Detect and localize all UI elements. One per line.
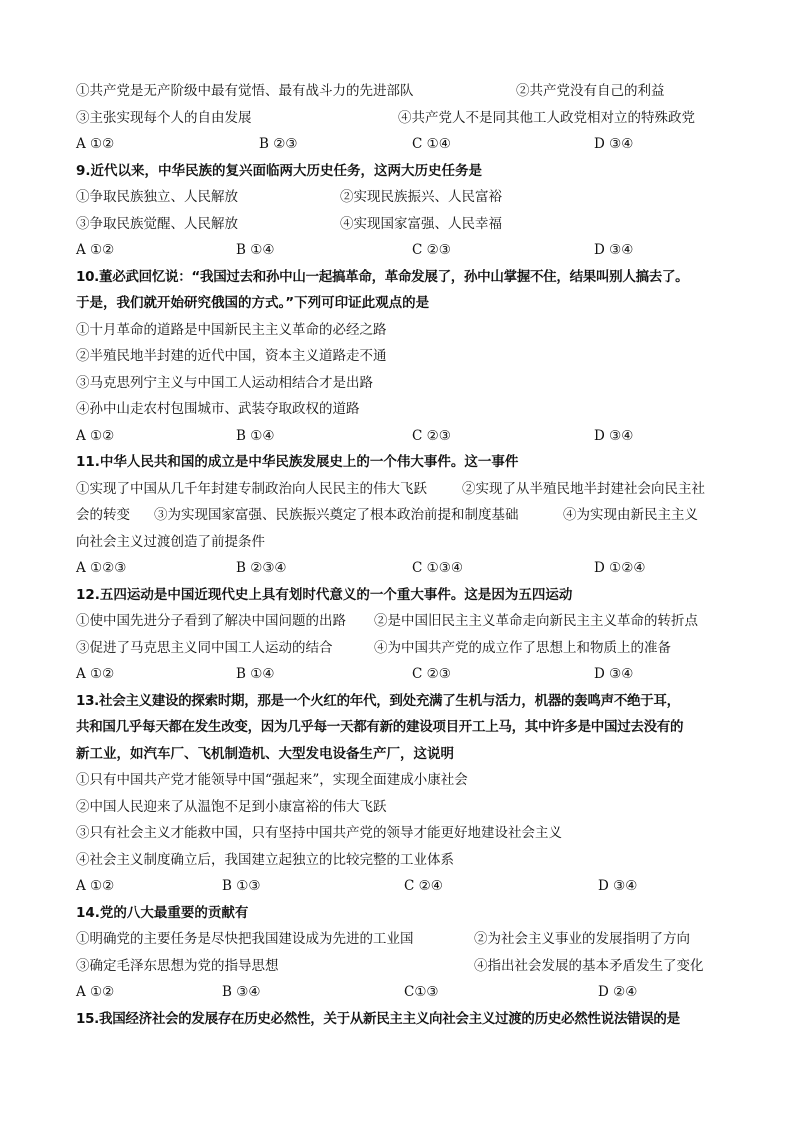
q11-options-line2 xyxy=(76,502,726,529)
q9-option-2: ②实现民族振兴、人民富裕 xyxy=(340,189,502,205)
q8-answer-b: B ②③ xyxy=(259,136,298,152)
q9-options-row1 xyxy=(76,184,726,211)
q10-answers xyxy=(76,423,726,450)
q8-answers xyxy=(76,131,726,158)
q12-option-2: ②是中国旧民主主义革命走向新民主主义革命的转折点 xyxy=(374,613,698,629)
q8-options-row1 xyxy=(76,78,726,105)
q11-answer-a: A ①②③ xyxy=(76,560,127,576)
q12-option-3: ③促进了马克思主义同中国工人运动的结合 xyxy=(76,639,333,656)
q10-option-3: ③马克思列宁主义与中国工人运动相结合才是出路 xyxy=(76,374,373,391)
q14-option-4: ④指出社会发展的基本矛盾发生了变化 xyxy=(474,957,704,974)
q9-options-row2 xyxy=(76,211,726,238)
q8-answer-c: C ①④ xyxy=(412,136,451,152)
q14-options-row2 xyxy=(76,953,726,980)
q12-options-row2 xyxy=(76,635,726,662)
q10-option-4: ④孙中山走农村包围城市、武装夺取政权的道路 xyxy=(76,401,360,417)
q14-options-row1 xyxy=(76,926,726,953)
q11-option-4: ④为实现由新民主主义 xyxy=(563,507,698,523)
q8-answer-d: D ③④ xyxy=(594,136,634,152)
q8-option-4: ④共产党人不是同其他工人政党相对立的特殊政党 xyxy=(398,109,695,126)
q14-answer-d: D ②④ xyxy=(598,984,638,1000)
q14-stem: 14.党的八大最重要的贡献有 xyxy=(76,904,249,921)
q14-answer-a: A ①② xyxy=(76,984,115,1000)
q12-answer-a: A ①② xyxy=(76,666,115,682)
q9-answer-d: D ③④ xyxy=(594,242,634,258)
q9-answer-b: B ①④ xyxy=(236,242,275,258)
q14-option-1: ①明确党的主要任务是尽快把我国建设成为先进的工业国 xyxy=(76,931,414,947)
q13-answers xyxy=(76,873,726,900)
q14-answer-c: C①③ xyxy=(404,984,439,1000)
q9-option-3: ③争取民族觉醒、人民解放 xyxy=(76,215,238,232)
q13-answer-b: B ①③ xyxy=(222,878,261,894)
q12-answer-d: D ③④ xyxy=(594,666,634,682)
q11-options-line1 xyxy=(76,476,726,503)
exam-page xyxy=(76,78,726,1032)
q9-stem: 9.近代以来，中华民族的复兴面临两大历史任务，这两大历史任务是 xyxy=(76,162,483,179)
q14-option-2: ②为社会主义事业的发展指明了方向 xyxy=(474,931,690,947)
q10-option-1: ①十月革命的道路是中国新民主主义革命的必经之路 xyxy=(76,321,387,338)
q12-options-row1 xyxy=(76,608,726,635)
q10-stem-line2: 于是，我们就开始研究俄国的方式。”下列可印证此观点的是 xyxy=(76,295,430,311)
q11-answer-c: C ①③④ xyxy=(412,560,463,576)
q8-answer-a: A ①② xyxy=(76,136,115,152)
q11-answer-b: B ②③④ xyxy=(236,560,287,576)
q13-answer-c: C ②④ xyxy=(404,878,443,894)
q12-answer-c: C ②③ xyxy=(412,666,451,682)
q11-answers xyxy=(76,555,726,582)
q14-answer-b: B ③④ xyxy=(222,984,261,1000)
q13-option-1: ①只有中国共产党才能领导中国“强起来”，实现全面建成小康社会 xyxy=(76,772,468,788)
q9-answers xyxy=(76,237,726,264)
q11-stem: 11.中华人民共和国的成立是中华民族发展史上的一个伟大事件。这一事件 xyxy=(76,454,519,470)
q15-stem: 15.我国经济社会的发展存在历史必然性，关于从新民主主义向社会主义过渡的历史必然性说法错误的是 xyxy=(76,1010,680,1027)
q8-option-3: ③主张实现每个人的自由发展 xyxy=(76,109,252,126)
q10-answer-d: D ③④ xyxy=(594,427,634,444)
q8-option-1: ①共产党是无产阶级中最有觉悟、最有战斗力的先进部队 xyxy=(76,83,414,99)
q12-stem: 12.五四运动是中国近现代史上具有划时代意义的一个重大事件。这是因为五四运动 xyxy=(76,586,573,603)
q14-answers xyxy=(76,979,726,1006)
q10-option-2: ②半殖民地半封建的近代中国，资本主义道路走不通 xyxy=(76,348,387,364)
q12-option-4: ④为中国共产党的成立作了思想上和物质上的准备 xyxy=(374,639,671,656)
q9-option-4: ④实现国家富强、人民幸福 xyxy=(340,215,502,232)
q9-option-1: ①争取民族独立、人民解放 xyxy=(76,189,238,205)
q13-stem-line2: 共和国几乎每天都在发生改变，因为几乎每一天都有新的建设项目开工上马，其中许多是中国过去没有的 xyxy=(76,719,684,735)
q10-answer-b: B ①④ xyxy=(236,427,275,444)
q9-answer-a: A ①② xyxy=(76,242,115,258)
q11-option-1: ①实现了中国从几千年封建专制政治向人民民主的伟大飞跃 xyxy=(76,480,427,497)
q11-option-3: ③为实现国家富强、民族振兴奠定了根本政治前提和制度基础 xyxy=(154,507,519,523)
q14-option-3: ③确定毛泽东思想为党的指导思想 xyxy=(76,957,279,974)
q11-option-2: ②实现了从半殖民地半封建社会向民主社 xyxy=(462,480,705,497)
q11-option-2-cont: 会的转变 xyxy=(76,507,130,523)
q10-stem-line1: 10.董必武回忆说：“我国过去和孙中山一起搞革命，革命发展了，孙中山掌握不住，结果叫别人搞去了。 xyxy=(76,268,689,285)
q13-stem-line1: 13.社会主义建设的探索时期，那是一个火红的年代，到处充满了生机与活力，机器的轰鸣声不绝于耳， xyxy=(76,692,680,709)
q10-answer-a: A ①② xyxy=(76,427,115,444)
q11-option-4-cont: 向社会主义过渡创造了前提条件 xyxy=(76,533,265,550)
q13-answer-d: D ③④ xyxy=(598,878,638,894)
q11-answer-d: D ①②④ xyxy=(594,560,646,576)
q13-answer-a: A ①② xyxy=(76,878,115,894)
q10-answer-c: C ②③ xyxy=(412,427,451,444)
q13-option-3: ③只有社会主义才能救中国，只有坚持中国共产党的领导才能更好地建设社会主义 xyxy=(76,825,562,841)
q13-stem-line3: 新工业，如汽车厂、飞机制造机、大型发电设备生产厂，这说明 xyxy=(76,745,454,762)
q9-answer-c: C ②③ xyxy=(412,242,451,258)
q13-option-2: ②中国人民迎来了从温饱不足到小康富裕的伟大飞跃 xyxy=(76,798,387,815)
q12-option-1: ①使中国先进分子看到了解决中国问题的出路 xyxy=(76,613,346,629)
q12-answer-b: B ①④ xyxy=(236,666,275,682)
q13-option-4: ④社会主义制度确立后，我国建立起独立的比较完整的工业体系 xyxy=(76,851,454,868)
q12-answers xyxy=(76,661,726,688)
q8-option-2: ②共产党没有自己的利益 xyxy=(516,83,665,99)
q8-options-row2 xyxy=(76,105,726,132)
